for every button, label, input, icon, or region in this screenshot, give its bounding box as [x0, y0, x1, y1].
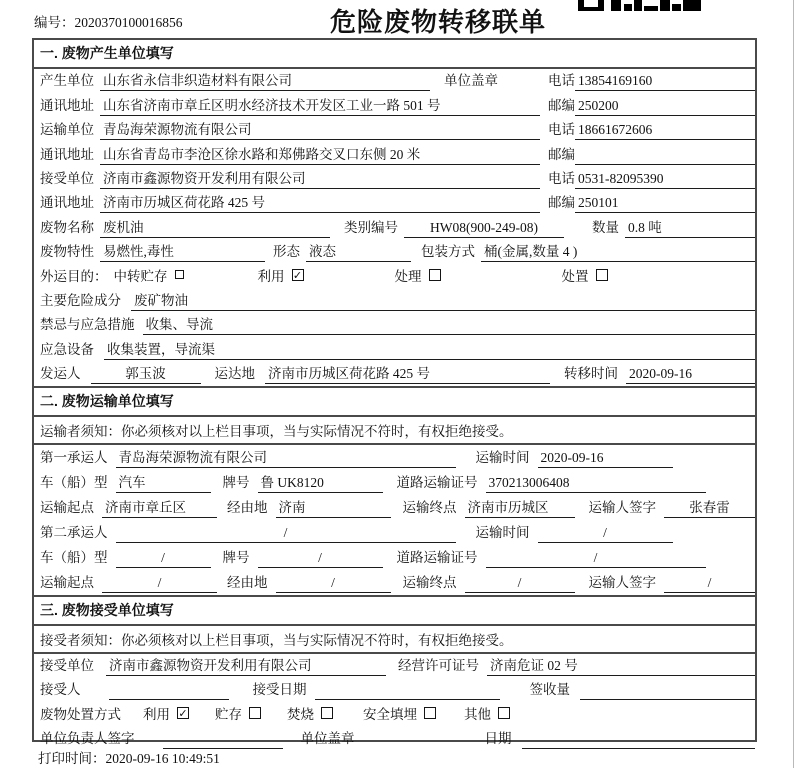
transport-time1-field[interactable]: 2020-09-16 [538, 450, 673, 468]
carrier2-label: 第二承运人 [40, 525, 108, 541]
plate1-field[interactable]: 鲁 UK8120 [258, 471, 383, 493]
producer-row [34, 69, 755, 93]
packing-field[interactable]: 桶(金属,数量 4 ) [481, 240, 755, 262]
route2-row [34, 570, 755, 595]
producer-label: 产生单位 [40, 73, 94, 89]
transport-address-field[interactable]: 山东省青岛市李沧区徐水路和郑佛路交叉口东侧 20 米 [100, 143, 540, 165]
road-license2-label: 道路运输证号 [396, 550, 478, 566]
permit-no-label: 经营许可证号 [398, 658, 479, 674]
waste-character-label: 废物特性 [40, 244, 94, 260]
vehicle1-field[interactable]: 汽车 [116, 471, 211, 493]
destination-label: 运达地 [214, 366, 255, 382]
road-license1-label: 道路运输证号 [396, 475, 478, 491]
received-quantity-label: 签收量 [529, 682, 570, 698]
emergency-equipment-row [34, 337, 755, 361]
section1-header: 一. 废物产生单位填写 [34, 40, 755, 69]
emergency-measures-field[interactable]: 收集、导流 [143, 313, 756, 335]
accept-date-label: 接受日期 [252, 682, 307, 698]
option-label: 利用 [143, 706, 170, 722]
receiver-unit-field[interactable]: 济南市鑫源物资开发利用有限公司 [106, 654, 386, 676]
consignor-label: 发运人 [40, 366, 81, 382]
disposal-landfill-checkbox[interactable] [424, 707, 436, 719]
carrier1-row [34, 445, 755, 470]
section2-header: 二. 废物运输单位填写 [34, 386, 755, 417]
category-no-field[interactable]: HW08(900-249-08) [404, 220, 564, 238]
acceptor-row [34, 678, 755, 702]
emergency-measures-label: 禁忌与应急措施 [40, 317, 135, 333]
carrier1-label: 第一承运人 [40, 450, 108, 466]
receiver-notice: 接受者须知：你必须核对以上栏目事项，当与实际情况不符时，有权拒绝接受。 [34, 626, 755, 654]
acceptor-label: 接受人 [40, 682, 81, 698]
receive-zip-field[interactable]: 250101 [575, 195, 755, 213]
emergency-measures-row [34, 313, 755, 337]
vehicle1-row [34, 470, 755, 495]
emergency-equipment-label: 应急设备 [40, 341, 94, 357]
via2-label: 经由地 [227, 575, 268, 591]
zip-label: 邮编 [548, 146, 575, 162]
option-label: 焚烧 [287, 706, 314, 722]
purpose-label: 外运目的： [40, 268, 108, 284]
phone-label: 电话 [548, 170, 575, 186]
emergency-equipment-field[interactable]: 收集装置，导流渠 [104, 338, 755, 360]
form-label: 形态 [273, 244, 300, 260]
via2-field[interactable]: / [276, 575, 391, 593]
transfer-storage-checkbox[interactable] [175, 270, 184, 279]
responsible-signature-label: 单位负责人签字 [40, 730, 135, 746]
receive-address-field[interactable]: 济南市历城区荷花路 425 号 [100, 191, 540, 213]
carrier2-row [34, 520, 755, 545]
waste-name-label: 废物名称 [40, 219, 94, 235]
signature1-label: 运输人签字 [588, 500, 656, 516]
transfer-time-field[interactable]: 2020-09-16 [626, 366, 755, 384]
origin1-label: 运输起点 [40, 500, 94, 516]
producer-field[interactable]: 山东省永信非织造材料有限公司 [100, 69, 430, 91]
disposal-recycle-checkbox[interactable]: ✓ [178, 706, 188, 720]
disposal-method-row [34, 702, 755, 726]
receiver-unit-row [34, 654, 755, 678]
form-field[interactable]: 液态 [306, 240, 411, 262]
qr-code-fragment-icon [578, 0, 704, 11]
road-license1-field[interactable]: 370213006408 [486, 475, 706, 493]
packing-label: 包装方式 [421, 244, 475, 260]
terminal1-label: 运输终点 [402, 500, 457, 516]
plate2-field[interactable]: / [258, 550, 383, 568]
manifest-form [32, 38, 757, 746]
option-label: 贮存 [215, 706, 242, 722]
waste-name-field[interactable]: 废机油 [100, 216, 330, 238]
carrier2-field[interactable]: / [116, 525, 456, 543]
disposal-option-incineration [287, 703, 333, 725]
terminal2-field[interactable]: / [465, 575, 575, 593]
road-license2-field[interactable]: / [486, 550, 706, 568]
disposal-checkbox[interactable] [596, 269, 608, 281]
purpose-option-treatment [395, 265, 441, 287]
serial-value: 2020370100016856 [74, 15, 183, 30]
category-no-label: 类别编号 [344, 219, 398, 235]
signature2-field[interactable]: / [664, 575, 755, 593]
disposal-storage-checkbox[interactable] [249, 707, 261, 719]
origin2-field[interactable]: / [102, 575, 217, 593]
transport-unit-label: 运输单位 [40, 122, 94, 138]
transport-unit-field[interactable]: 青岛海荣源物流有限公司 [100, 118, 540, 140]
disposal-method-label: 废物处置方式 [40, 706, 121, 722]
producer-phone-field[interactable]: 13854169160 [575, 73, 755, 91]
disposal-incineration-checkbox[interactable] [321, 707, 333, 719]
section3-header: 三. 废物接受单位填写 [34, 595, 755, 626]
waste-character-row [34, 240, 755, 264]
zip-label: 邮编 [548, 195, 575, 211]
quantity-label: 数量 [592, 219, 619, 235]
hazard-component-label: 主要危险成分 [40, 292, 121, 308]
receive-unit-field[interactable]: 济南市鑫源物资开发利用有限公司 [100, 167, 540, 189]
address-label: 通讯地址 [40, 146, 94, 162]
vehicle1-label: 车（船）型 [40, 475, 108, 491]
vehicle2-label: 车（船）型 [40, 550, 108, 566]
phone-label: 电话 [548, 73, 575, 89]
zip-label: 邮编 [548, 97, 575, 113]
purpose-row [34, 264, 755, 288]
terminal2-label: 运输终点 [402, 575, 457, 591]
print-time [38, 747, 220, 767]
phone-label: 电话 [548, 122, 575, 138]
receive-unit-row [34, 167, 755, 191]
transport-phone-field[interactable]: 18661672606 [575, 122, 755, 140]
address-label: 通讯地址 [40, 195, 94, 211]
disposal-option-other [464, 703, 510, 725]
address-label: 通讯地址 [40, 97, 94, 113]
option-label: 安全填埋 [363, 706, 417, 722]
waste-name-row [34, 215, 755, 239]
print-time-value: 2020-09-16 10:49:51 [105, 751, 220, 766]
option-label: 处置 [561, 268, 589, 284]
plate1-label: 牌号 [222, 475, 250, 491]
option-label: 其他 [464, 706, 491, 722]
date-field[interactable] [522, 731, 756, 749]
terminal1-field[interactable]: 济南市历城区 [465, 496, 575, 518]
transport-time1-label: 运输时间 [475, 450, 530, 466]
transporter-notice: 运输者须知：你必须核对以上栏目事项，当与实际情况不符时，有权拒绝接受。 [34, 417, 755, 445]
transfer-time-label: 转移时间 [564, 366, 618, 382]
serial-label: 编号： [34, 15, 75, 30]
date-label: 日期 [484, 730, 512, 746]
transport-unit-row [34, 118, 755, 142]
treatment-checkbox[interactable] [429, 269, 441, 281]
route1-row [34, 495, 755, 520]
disposal-other-checkbox[interactable] [498, 707, 510, 719]
accept-date-field[interactable] [315, 682, 500, 700]
option-label: 处理 [394, 268, 422, 284]
waste-character-field[interactable]: 易燃性,毒性 [100, 240, 265, 262]
transport-time2-label: 运输时间 [475, 525, 530, 541]
unit-seal-label: 单位盖章 [444, 73, 498, 89]
quantity-field[interactable]: 0.8 吨 [625, 216, 755, 238]
recycle-checkbox[interactable]: ✓ [292, 268, 303, 282]
receive-address-row [34, 191, 755, 215]
disposal-option-recycle [143, 703, 189, 725]
producer-address-row [34, 93, 755, 117]
origin2-label: 运输起点 [40, 575, 94, 591]
disposal-option-landfill [363, 703, 436, 725]
consignor-field[interactable]: 郭玉波 [91, 362, 201, 384]
vehicle2-row [34, 545, 755, 570]
transport-address-row [34, 142, 755, 166]
carrier1-field[interactable]: 青岛海荣源物流有限公司 [116, 446, 456, 468]
permit-no-field[interactable]: 济南危证 02 号 [487, 654, 755, 676]
receiver-unit-label: 接受单位 [40, 658, 94, 674]
vehicle2-field[interactable]: / [116, 550, 211, 568]
destination-field[interactable]: 济南市历城区荷花路 425 号 [265, 362, 550, 384]
hazard-component-row [34, 289, 755, 313]
producer-zip-field[interactable]: 250200 [575, 98, 755, 116]
received-quantity-field[interactable] [580, 682, 755, 700]
signature1-field[interactable]: 张春雷 [664, 496, 755, 518]
page-edge-line [793, 0, 794, 768]
acceptor-field[interactable] [109, 682, 229, 700]
transport-zip-field[interactable] [575, 147, 755, 165]
purpose-option-disposal [562, 265, 608, 287]
via1-label: 经由地 [227, 500, 268, 516]
purpose-option-recycle [258, 265, 304, 287]
via1-field[interactable]: 济南 [276, 496, 391, 518]
purpose-option-transfer-storage [114, 265, 184, 287]
page-title: 危险废物转移联单 [329, 7, 546, 37]
signature2-label: 运输人签字 [588, 575, 656, 591]
receive-unit-label: 接受单位 [40, 170, 94, 186]
origin1-field[interactable]: 济南市章丘区 [102, 496, 217, 518]
receive-phone-field[interactable]: 0531-82095390 [575, 171, 755, 189]
transport-time2-field[interactable]: / [538, 525, 673, 543]
unit-seal-label: 单位盖章 [300, 730, 355, 746]
print-time-label: 打印时间： [38, 751, 106, 766]
option-label: 中转贮存 [113, 268, 168, 284]
plate2-label: 牌号 [222, 550, 250, 566]
hazard-component-field[interactable]: 废矿物油 [131, 289, 755, 311]
option-label: 利用 [257, 268, 285, 284]
producer-address-field[interactable]: 山东省济南市章丘区明水经济技术开发区工业一路 501 号 [100, 94, 540, 116]
consignor-row [34, 362, 755, 386]
disposal-option-storage [215, 703, 261, 725]
